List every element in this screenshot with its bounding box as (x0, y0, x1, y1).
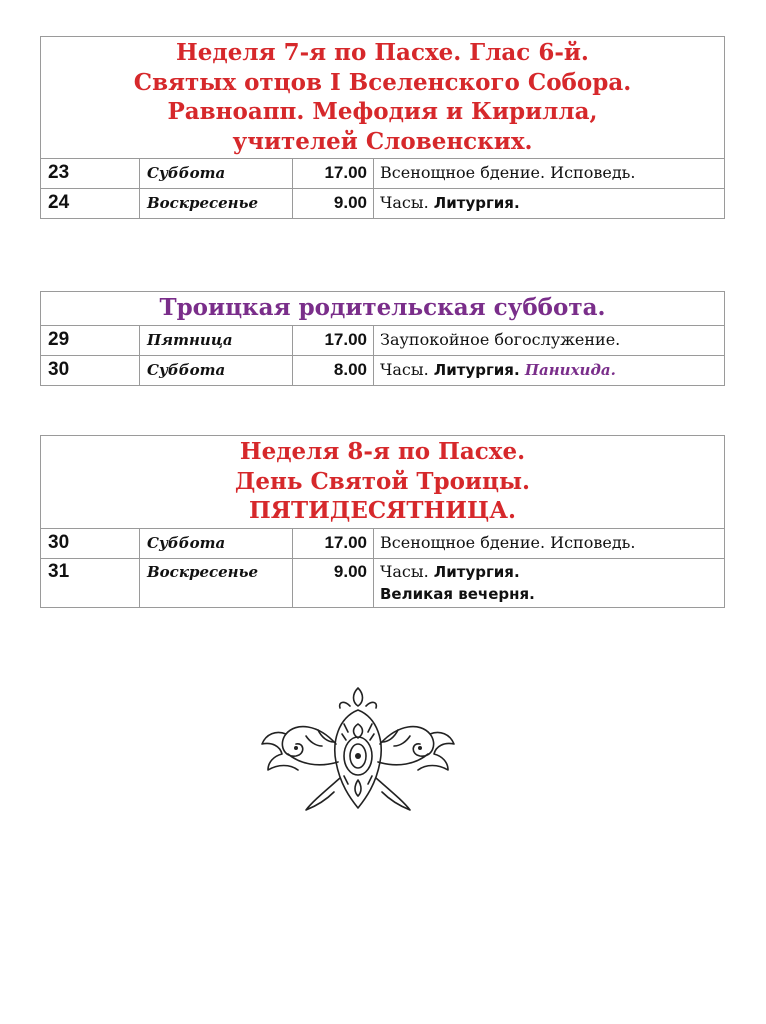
day-number: 30 (41, 529, 140, 558)
table-row (41, 528, 724, 558)
heading-line: ПЯТИДЕСЯТНИЦА. (249, 497, 516, 524)
heading-line: Троицкая родительская суббота. (159, 294, 606, 321)
heading-line: Святых отцов I Вселенского Собора. (133, 68, 632, 96)
weekday: Пятница (140, 326, 293, 355)
service-description (374, 356, 724, 385)
heading-line: День Святой Троицы. (234, 467, 531, 495)
day-number: 29 (41, 326, 140, 355)
table-row (41, 325, 724, 355)
table-row (41, 158, 724, 188)
baroque-ornament-icon (258, 684, 458, 819)
table-row (41, 355, 724, 385)
day-number: 30 (41, 356, 140, 385)
block-heading (41, 292, 724, 325)
service-description (374, 159, 724, 188)
service-liturgy: Литургия. (433, 562, 520, 581)
service-text: Всенощное бдение. Исповедь. (380, 532, 636, 552)
weekday: Воскресенье (140, 189, 293, 218)
block-heading (41, 37, 724, 158)
heading-line: Равноапп. Мефодия и Кирилла, (167, 98, 598, 125)
schedule-block-1 (40, 36, 725, 219)
table-row (41, 188, 724, 218)
heading-line: учителей Словенских. (232, 127, 533, 155)
day-number: 24 (41, 189, 140, 218)
weekday: Суббота (140, 159, 293, 188)
service-vespers: Великая вечерня. (380, 584, 535, 603)
service-description (374, 559, 724, 607)
service-text: Всенощное бдение. Исповедь. (380, 163, 636, 182)
heading-line: Неделя 7-я по Пасхе. Глас 6-й. (176, 39, 589, 66)
service-text: Часы. (380, 561, 434, 581)
service-time: 17.00 (293, 529, 374, 558)
block-heading (41, 436, 724, 528)
service-liturgy: Литургия. (433, 194, 520, 212)
service-panikhida: Панихида. (524, 360, 616, 379)
service-liturgy: Литургия. (433, 360, 525, 379)
service-time: 8.00 (293, 356, 374, 385)
weekday: Воскресенье (140, 559, 293, 607)
day-number: 31 (41, 559, 140, 607)
service-text: Часы. (380, 359, 434, 379)
service-description (374, 529, 724, 558)
table-row (41, 558, 724, 607)
heading-line: Неделя 8-я по Пасхе. (239, 438, 526, 465)
day-number: 23 (41, 159, 140, 188)
weekday: Суббота (140, 356, 293, 385)
service-description (374, 189, 724, 218)
schedule-block-3 (40, 435, 725, 608)
service-time: 9.00 (293, 189, 374, 218)
service-text: Часы. (380, 193, 434, 212)
service-time: 17.00 (293, 326, 374, 355)
service-time: 9.00 (293, 559, 374, 607)
service-time: 17.00 (293, 159, 374, 188)
service-description (374, 326, 724, 355)
schedule-block-2 (40, 291, 725, 386)
service-text: Заупокойное богослужение. (380, 329, 621, 349)
weekday: Суббота (140, 529, 293, 558)
